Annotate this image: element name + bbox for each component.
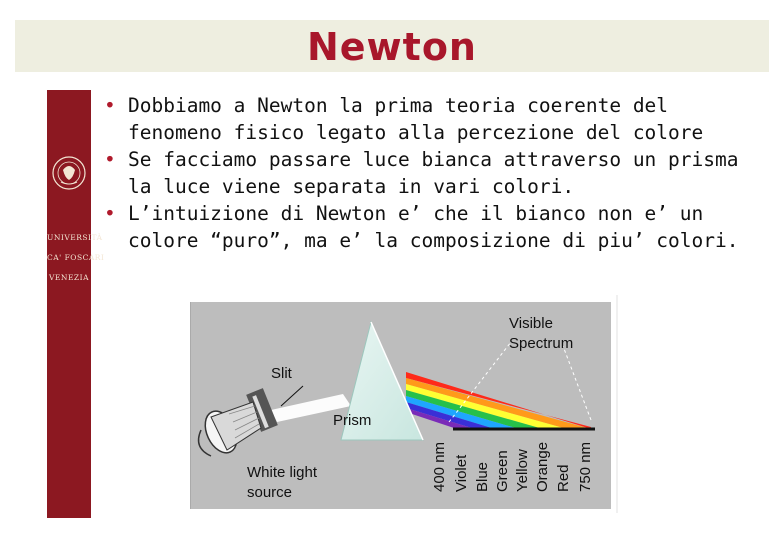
label-white-light: White light <box>247 464 318 481</box>
bullet-list <box>104 92 754 254</box>
title-bar <box>15 20 769 72</box>
spectrum-label-red: Red <box>555 464 572 492</box>
spectrum-label-blue: Blue <box>474 461 491 492</box>
bullet-text: Dobbiamo a Newton la prima teoria coerente del fenomeno fisico legato alla percezione del colore <box>128 94 704 144</box>
university-line-3: VENEZIA <box>48 273 90 282</box>
spectrum-label-green: Green <box>494 450 511 492</box>
label-spectrum: Spectrum <box>509 335 574 352</box>
university-line-1: UNIVERSITÀ <box>47 233 103 242</box>
bullet-marker: • <box>104 94 116 117</box>
bullet-text: Se facciamo passare luce bianca attraverso un prisma la luce viene separata in vari colori. <box>128 148 739 198</box>
light-source-lamp <box>199 402 261 458</box>
spectrum-label-yellow: Yellow <box>514 449 531 492</box>
bullet-marker: • <box>104 148 116 171</box>
slide-title: Newton <box>306 25 477 69</box>
university-logo-band <box>47 90 105 518</box>
spectrum-label-orange: Orange <box>534 441 551 492</box>
bullet-marker: • <box>104 202 116 225</box>
prism-diagram <box>190 302 611 509</box>
label-slit: Slit <box>271 365 292 382</box>
university-name <box>47 228 105 288</box>
figure-divider <box>616 295 618 513</box>
spectrum-fan <box>406 372 591 429</box>
bullet-item <box>104 200 754 254</box>
university-seal-icon <box>51 126 87 220</box>
spectrum-label-400nm: 400 nm <box>431 441 448 492</box>
spectrum-label-750nm: 750 nm <box>577 441 594 492</box>
bullet-item <box>104 146 754 200</box>
bullet-item <box>104 92 754 146</box>
label-source: source <box>247 484 293 501</box>
label-prism: Prism <box>333 412 372 429</box>
spectrum-label-violet: Violet <box>453 454 470 492</box>
university-line-2: CA' FOSCARI <box>47 253 105 262</box>
label-visible: Visible <box>509 315 553 332</box>
bullet-text: L’intuizione di Newton e’ che il bianco non e’ un colore “puro”, ma e’ la composizione di piu’ colori. <box>128 202 739 252</box>
